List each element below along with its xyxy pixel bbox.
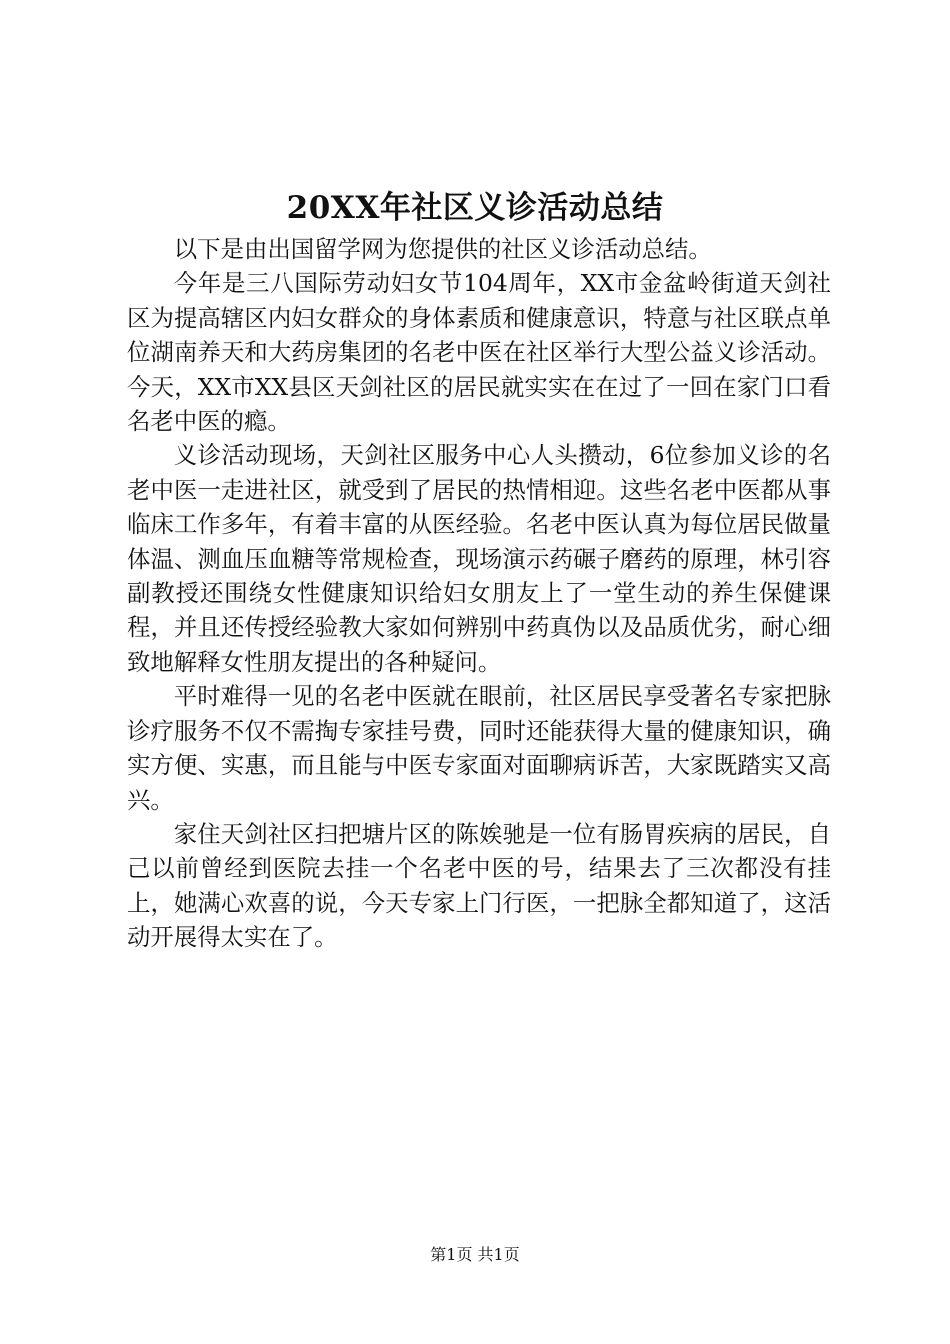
page-number: 第1页	[430, 1245, 473, 1264]
paragraph-background: 今年是三八国际劳动妇女节104周年，XX市金盆岭街道天剑社区为提高辖区内妇女群众的身体素质和健康意识，特意与社区联点单位湖南养天和大药房集团的名老中医在社区举行大型公益义诊活动。今天，XX市XX县区天剑社区的居民就实实在在过了一回在家门口看名老中医的瘾。	[127, 269, 831, 436]
paragraph-resident-story: 家住天剑社区扫把塘片区的陈娭驰是一位有肠胃疾病的居民，自己以前曾经到医院去挂一个名老中医的号，结果去了三次都没有挂上，她满心欢喜的说，今天专家上门行医，一把脉全都知道了，这活动开展得太实在了。	[127, 819, 831, 952]
paragraph-resident-benefit: 平时难得一见的名老中医就在眼前，社区居民享受著名专家把脉诊疗服务不仅不需掏专家挂号费，同时还能获得大量的健康知识，确实方便、实惠，而且能与中医专家面对面聊病诉苦，大家既踏实又高兴。	[127, 682, 831, 814]
paragraph-intro: 以下是由出国留学网为您提供的社区义诊活动总结。	[173, 235, 712, 263]
document-body	[127, 232, 831, 955]
page-footer	[0, 1243, 950, 1267]
document-title: 20XX年社区义诊活动总结	[286, 190, 664, 226]
paragraph-event-scene: 义诊活动现场，天剑社区服务中心人头攒动，6位参加义诊的名老中医一走进社区，就受到了居民的热情相迎。这些名老中医都从事临床工作多年，有着丰富的从医经验。名老中医认真为每位居民做量体温、测血压血糖等常规检查，现场演示药碾子磨药的原理，林引容副教授还围绕女性健康知识给妇女朋友上了一堂生动的养生保健课程，并且还传授经验教大家如何辨别中药真伪以及品质优劣，耐心细致地解释女性朋友提出的各种疑问。	[127, 441, 831, 676]
page-total: 共1页	[477, 1245, 520, 1264]
